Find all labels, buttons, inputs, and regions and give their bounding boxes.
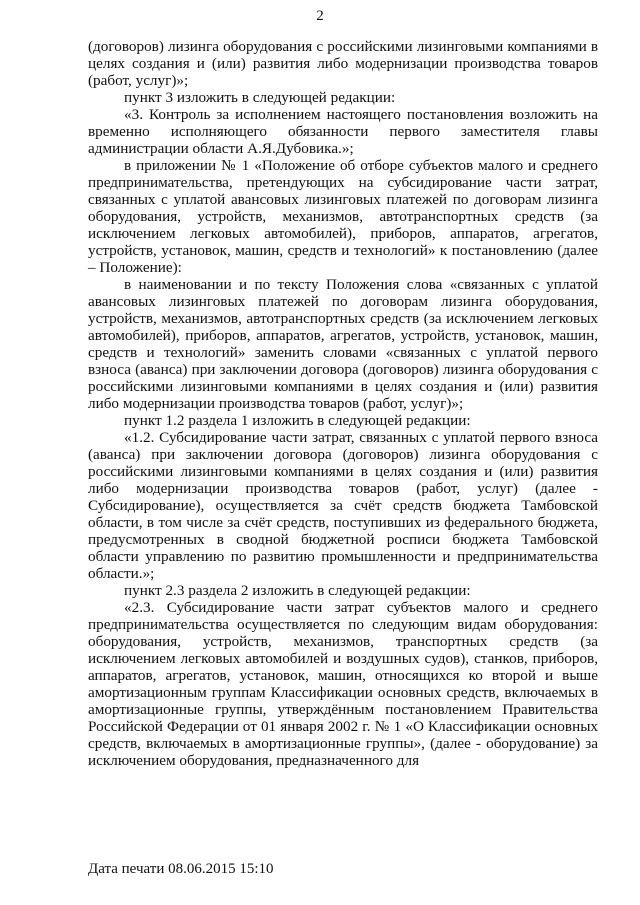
paragraph-3: «3. Контроль за исполнением настоящего постановления возложить на временно исполняющего обязанности первого заместителя главы администрации области А.Я.Дубовика.»; bbox=[88, 106, 598, 157]
paragraph-5: в наименовании и по тексту Положения слова «связанных с уплатой авансовых лизинговых платежей по договорам лизинга оборудования, устройств, механизмов, автотранспортных средств (за исключением легковых автомобилей), приборов, аппаратов, агрегатов, устройств, установок, машин, средств и технологий» заменить словами «связанных с уплатой первого взноса (аванса) при заключении договора (договоров) лизинга оборудования с российскими лизинговыми компаниями в целях создания и (или) развития либо модернизации производства товаров (работ, услуг)»; bbox=[88, 276, 598, 412]
paragraph-2: пункт 3 изложить в следующей редакции: bbox=[124, 89, 396, 106]
print-date-footer: Дата печати 08.06.2015 15:10 bbox=[88, 861, 274, 877]
page-number: 2 bbox=[316, 8, 324, 24]
paragraph-4: в приложении № 1 «Положение об отборе субъектов малого и среднего предпринимательства, претендующих на субсидирование части затрат, связанных с уплатой авансовых лизинговых платежей по договорам лизинга оборудования, устройств, механизмов, автотранспортных средств (за исключением легковых автомобилей), приборов, аппаратов, агрегатов, устройств, установок, машин, средств и технологий» к постановлению (далее – Положение): bbox=[88, 157, 598, 276]
paragraph-6: пункт 1.2 раздела 1 изложить в следующей редакции: bbox=[124, 412, 471, 429]
paragraph-9: «2.3. Субсидирование части затрат субъектов малого и среднего предпринимательства осуществляется по следующим видам оборудования: оборудования, устройств, механизмов, транспортных средств (за исключением легковых автомобилей и воздушных судов), станков, приборов, аппаратов, агрегатов, установок, машин, относящихся ко второй и выше амортизационным группам Классификации основных средств, включаемых в амортизационные группы, утверждённым постановлением Правительства Российской Федерации от 01 января 2002 г. № 1 «О Классификации основных средств, включаемых в амортизационные группы», (далее - оборудование) за исключением оборудования, предназначенного для bbox=[88, 599, 598, 769]
paragraph-8: пункт 2.3 раздела 2 изложить в следующей редакции: bbox=[124, 582, 471, 599]
document-body bbox=[88, 38, 598, 769]
paragraph-1: (договоров) лизинга оборудования с российскими лизинговыми компаниями в целях создания и (или) развития либо модернизации производства товаров (работ, услуг)»; bbox=[88, 38, 598, 89]
paragraph-7: «1.2. Субсидирование части затрат, связанных с уплатой первого взноса (аванса) при заключении договора (договоров) лизинга оборудования с российскими лизинговыми компаниями в целях создания и (или) развития либо модернизации производства товаров (работ, услуг) (далее - Субсидирование), осуществляется за счёт средств бюджета Тамбовской области, в том числе за счёт средств, поступивших из федерального бюджета, предусмотренных в сводной бюджетной росписи бюджета Тамбовской области управлению по развитию промышленности и предпринимательства области.»; bbox=[88, 429, 598, 582]
